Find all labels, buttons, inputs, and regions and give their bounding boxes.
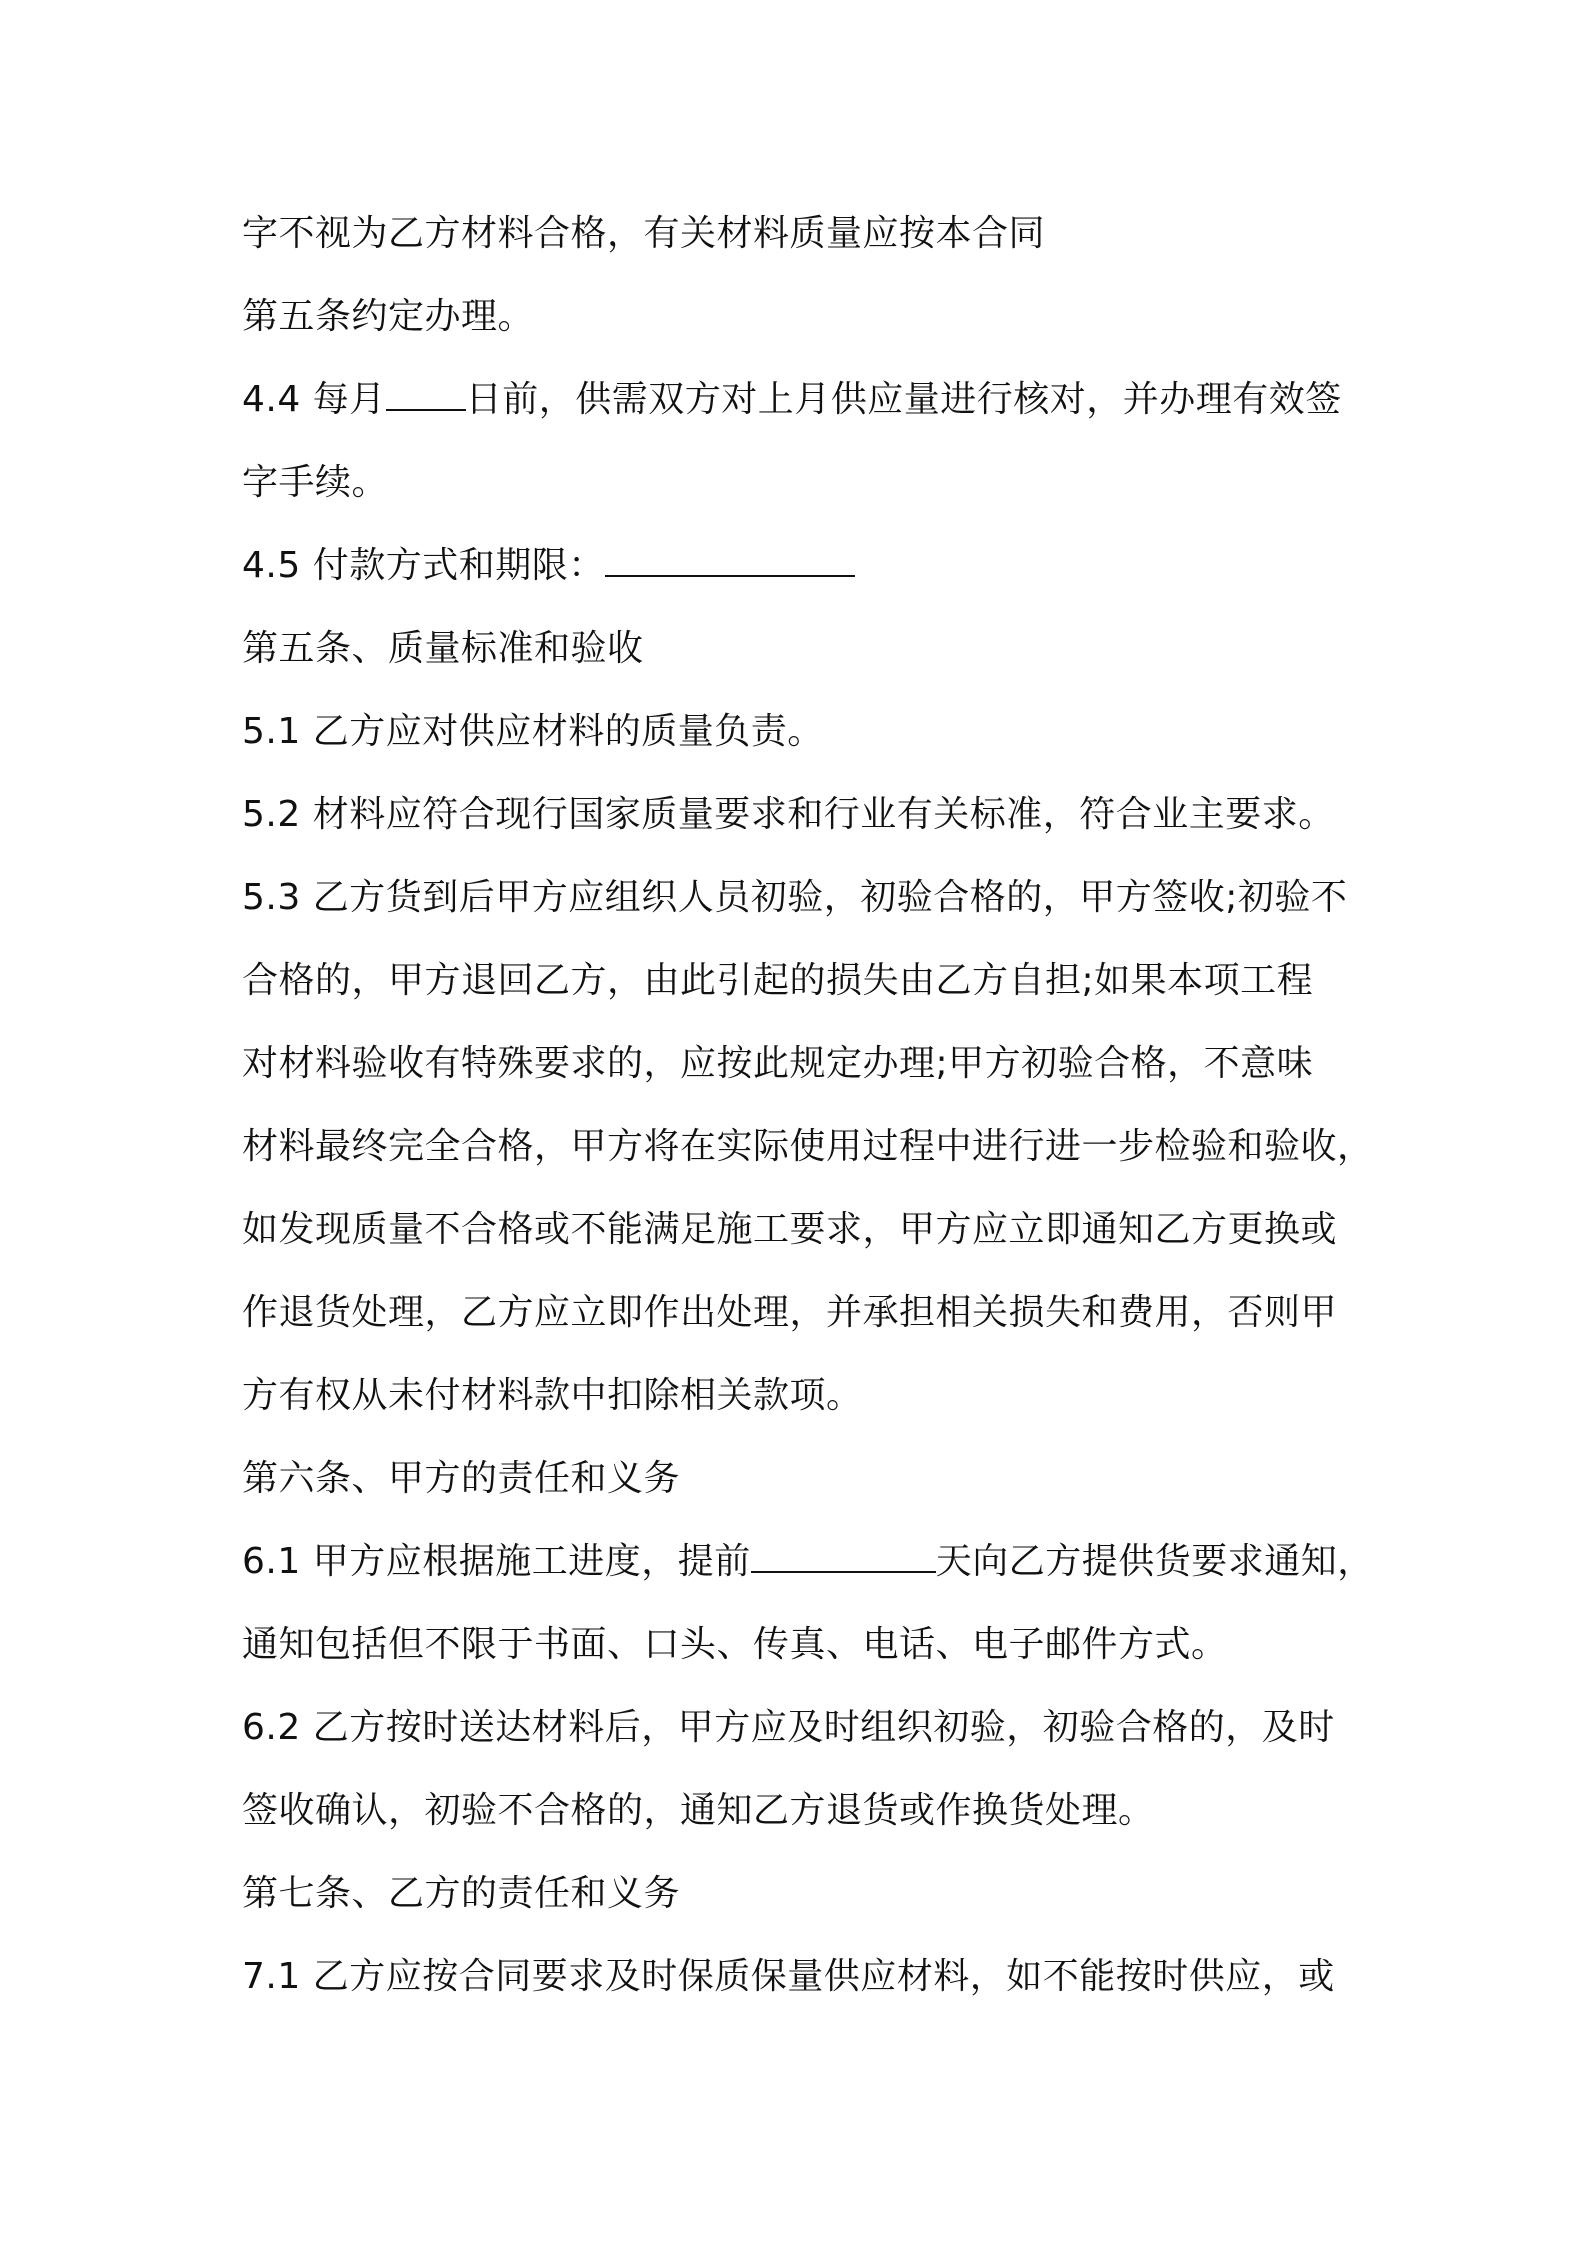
text-line: 7.1 乙方应按合同要求及时保质保量供应材料，如不能按时供应，或 (242, 1956, 1335, 1997)
text-line: 5.3 乙方货到后甲方应组织人员初验，初验合格的，甲方签收;初验不 (242, 877, 1348, 918)
text-line: 对材料验收有特殊要求的，应按此规定办理;甲方初验合格，不意味 (242, 1043, 1314, 1084)
text-line: 方有权从未付材料款中扣除相关款项。 (242, 1375, 863, 1416)
section-heading: 第五条、质量标准和验收 (242, 628, 644, 669)
section-heading: 第七条、乙方的责任和义务 (242, 1873, 681, 1914)
text-line: 第五条约定办理。 (242, 296, 535, 337)
text-line: 签收确认，初验不合格的，通知乙方退货或作换货处理。 (242, 1790, 1155, 1831)
clause-6-1 (242, 1520, 1372, 1603)
fill-in-blank (751, 1541, 936, 1573)
text-line: 合格的，甲方退回乙方，由此引起的损失由乙方自担;如果本项工程 (242, 960, 1314, 1001)
document-body (242, 192, 1372, 2018)
section-heading: 第六条、甲方的责任和义务 (242, 1458, 681, 1499)
fill-in-blank (386, 379, 466, 411)
text-line: 字不视为乙方材料合格，有关材料质量应按本合同 (242, 213, 1046, 254)
text-line: 材料最终完全合格，甲方将在实际使用过程中进行进一步检验和验收， (242, 1126, 1374, 1167)
text-line: 作退货处理，乙方应立即作出处理，并承担相关损失和费用，否则甲 (242, 1292, 1338, 1333)
clause-4-4 (242, 358, 1372, 441)
text-segment: 4.5 付款方式和期限： (242, 545, 605, 586)
clause-4-5 (242, 524, 1372, 607)
text-segment: 天向乙方提供货要求通知， (935, 1541, 1374, 1582)
text-line: 5.1 乙方应对供应材料的质量负责。 (242, 711, 824, 752)
text-line: 如发现质量不合格或不能满足施工要求，甲方应立即通知乙方更换或 (242, 1209, 1338, 1250)
text-line: 字手续。 (242, 462, 389, 503)
text-segment: 6.1 甲方应根据施工进度，提前 (242, 1541, 751, 1582)
text-line: 6.2 乙方按时送达材料后，甲方应及时组织初验，初验合格的，及时 (242, 1707, 1335, 1748)
text-segment: 日前，供需双方对上月供应量进行核对，并办理有效签 (465, 379, 1342, 420)
text-segment: 4.4 每月 (242, 379, 386, 420)
fill-in-blank (605, 545, 855, 577)
text-line: 5.2 材料应符合现行国家质量要求和行业有关标准，符合业主要求。 (242, 794, 1335, 835)
text-line: 通知包括但不限于书面、口头、传真、电话、电子邮件方式。 (242, 1624, 1228, 1665)
